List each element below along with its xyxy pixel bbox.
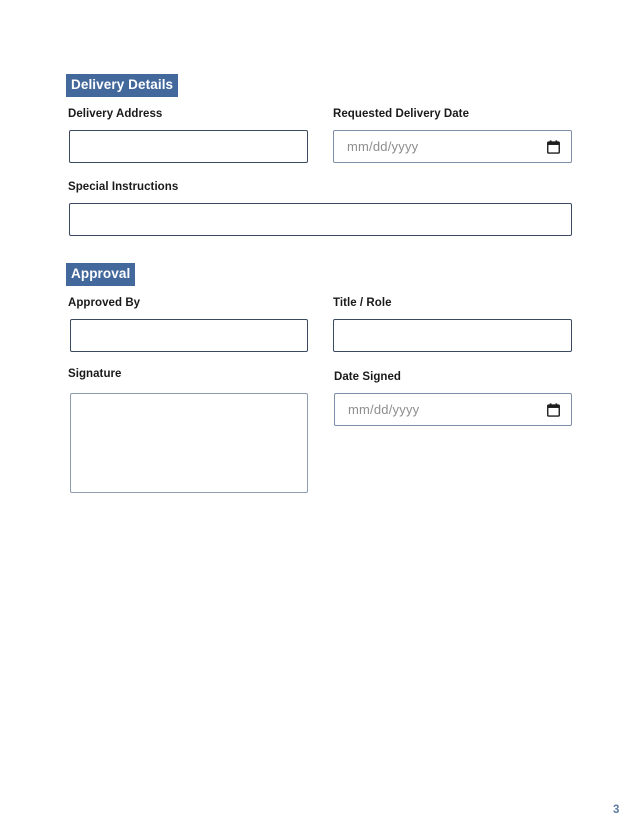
calendar-icon[interactable]: [547, 140, 560, 154]
label-title-role: Title / Role: [333, 297, 392, 309]
signature-input[interactable]: [70, 393, 308, 493]
label-signature: Signature: [68, 368, 122, 380]
section-heading-delivery-details: Delivery Details: [66, 74, 178, 97]
special-instructions-input[interactable]: [69, 203, 572, 236]
storefront-icon: [66, 749, 85, 768]
delivery-address-input[interactable]: [69, 130, 308, 163]
title-role-input[interactable]: [333, 319, 572, 352]
label-delivery-address: Delivery Address: [68, 108, 163, 120]
calendar-icon[interactable]: [547, 403, 560, 417]
footer-bar: [38, 727, 602, 789]
label-special-instructions: Special Instructions: [68, 181, 179, 193]
brand: [66, 749, 194, 768]
requested-delivery-date-input[interactable]: [333, 130, 572, 163]
requested-delivery-date-placeholder: mm/dd/yyyy: [347, 139, 419, 154]
approved-by-input[interactable]: [70, 319, 308, 352]
label-requested-delivery-date: Requested Delivery Date: [333, 108, 470, 120]
page-number: 3: [613, 804, 620, 816]
label-date-signed: Date Signed: [334, 371, 402, 383]
date-signed-input[interactable]: [334, 393, 572, 426]
brand-name: CORELINE: [94, 748, 195, 767]
label-approved-by: Approved By: [68, 297, 141, 309]
footer-url[interactable]: www.coreline.com: [470, 750, 574, 765]
section-heading-approval: Approval: [66, 263, 135, 286]
date-signed-placeholder: mm/dd/yyyy: [348, 402, 420, 417]
